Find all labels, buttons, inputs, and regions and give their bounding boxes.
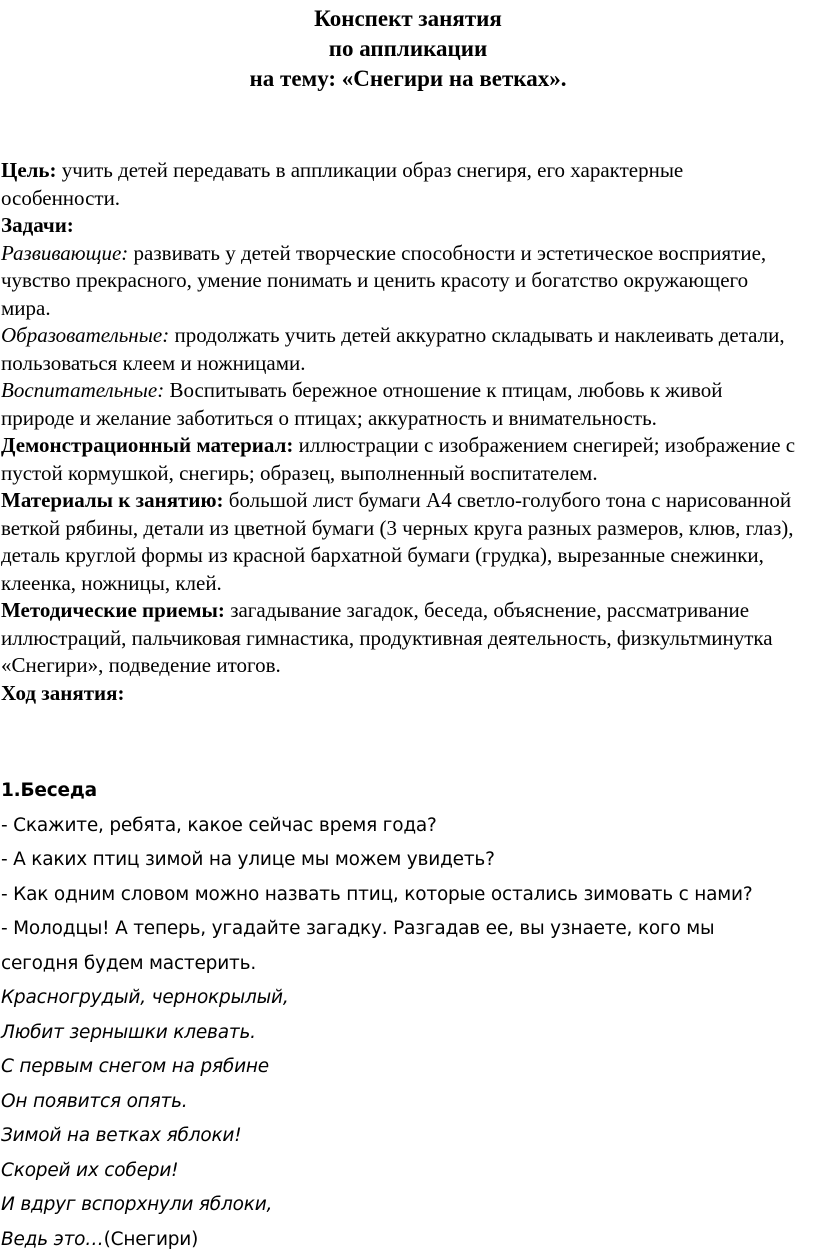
- conversation-line: - Как одним словом можно назвать птиц, которые остались зимовать с нами?: [1, 878, 813, 913]
- lesson-plan-body: [1, 157, 801, 707]
- riddle-line: Красногрудый, чернокрылый,: [1, 981, 813, 1016]
- methods-label: Методические приемы:: [1, 598, 225, 622]
- riddle-line: С первым снегом на рябине: [1, 1050, 813, 1085]
- riddle-line: Зимой на ветках яблоки!: [1, 1119, 813, 1154]
- educational-label: Образовательные:: [1, 323, 169, 347]
- goal-text: учить детей передавать в аппликации образ снегиря, его характерные особенности.: [1, 158, 683, 210]
- upbringing-paragraph: [1, 377, 801, 432]
- educational-paragraph: [1, 322, 801, 377]
- conversation-section: [1, 774, 813, 1257]
- conversation-line: - Молодцы! А теперь, угадайте загадку. Разгадав ее, вы узнаете, кого мы: [1, 912, 813, 947]
- goal-paragraph: [1, 157, 801, 212]
- document-title: [0, 4, 816, 94]
- course-heading: [1, 680, 801, 708]
- course-label: Ход занятия:: [1, 681, 124, 705]
- upbringing-text: Воспитывать бережное отношение к птицам, любовь к живой природе и желание заботиться о птицах; аккуратность и внимательность.: [1, 378, 723, 430]
- title-line-3: на тему: «Снегири на ветках».: [0, 64, 816, 94]
- conversation-line: - А каких птиц зимой на улице мы можем увидеть?: [1, 843, 813, 878]
- materials-text: большой лист бумаги А4 светло-голубого тона с нарисованной веткой рябины, детали из цветной бумаги (3 черных круга разных размеров, клюв, глаз), деталь круглой формы из красной бархатной бумаги (грудка), вырезанные снежинки, клеенка, ножницы, клей.: [1, 488, 794, 595]
- materials-paragraph: [1, 487, 801, 597]
- riddle-line: Он появится опять.: [1, 1085, 813, 1120]
- riddle-answer: (Снегири): [104, 1229, 199, 1250]
- conversation-heading: 1.Беседа: [1, 774, 813, 809]
- riddle-last-italic: Ведь это…: [1, 1229, 104, 1250]
- riddle-line: И вдруг вспорхнули яблоки,: [1, 1188, 813, 1223]
- conversation-line: сегодня будем мастерить.: [1, 947, 813, 982]
- title-line-1: Конспект занятия: [0, 4, 816, 34]
- developing-text: развивать у детей творческие способности и эстетическое восприятие, чувство прекрасного, умение понимать и ценить красоту и богатство окружающего мира.: [1, 241, 766, 320]
- educational-text: продолжать учить детей аккуратно складывать и наклеивать детали, пользоваться клеем и ножницами.: [1, 323, 785, 375]
- conversation-line: - Скажите, ребята, какое сейчас время года?: [1, 809, 813, 844]
- materials-label: Материалы к занятию:: [1, 488, 224, 512]
- riddle-line: Любит зернышки клевать.: [1, 1016, 813, 1051]
- tasks-label: Задачи:: [1, 213, 74, 237]
- methods-text: загадывание загадок, беседа, объяснение, рассматривание иллюстраций, пальчиковая гимнастика, продуктивная деятельность, физкультминутка «Снегири», подведение итогов.: [1, 598, 773, 677]
- riddle-last-line: [1, 1223, 813, 1257]
- demo-text: иллюстрации с изображением снегирей; изображение с пустой кормушкой, снегирь; образец, выполненный воспитателем.: [1, 433, 795, 485]
- developing-paragraph: [1, 240, 801, 323]
- methods-paragraph: [1, 597, 801, 680]
- developing-label: Развивающие:: [1, 241, 128, 265]
- title-line-2: по аппликации: [0, 34, 816, 64]
- goal-label: Цель:: [1, 158, 57, 182]
- tasks-heading: [1, 212, 801, 240]
- upbringing-label: Воспитательные:: [1, 378, 164, 402]
- riddle-line: Скорей их собери!: [1, 1154, 813, 1189]
- demo-label: Демонстрационный материал:: [1, 433, 293, 457]
- demo-paragraph: [1, 432, 801, 487]
